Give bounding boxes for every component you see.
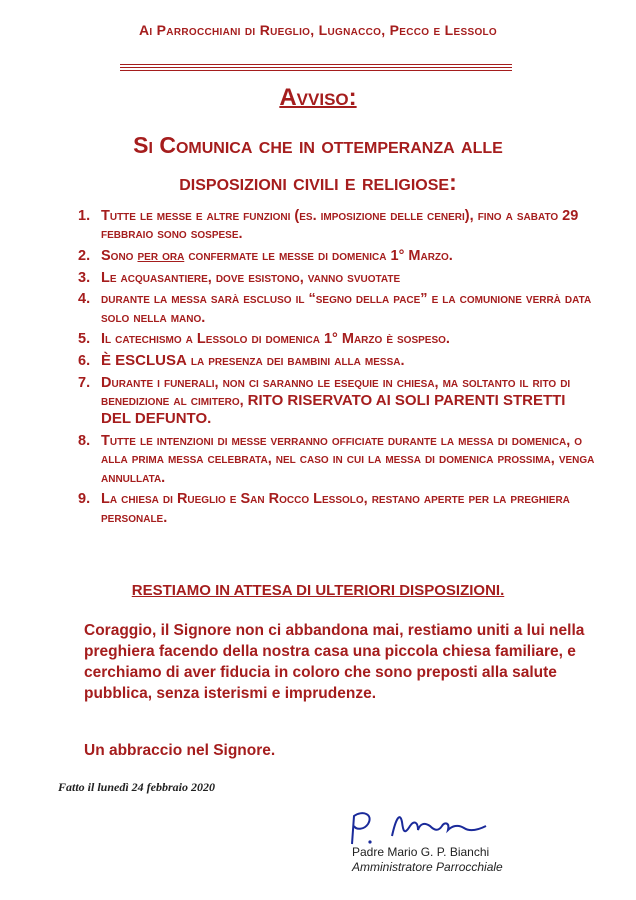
item-text: la presenza dei bambini alla messa. (186, 353, 405, 370)
item-text: Tutte le messe e altre funzioni (es. imposizione delle ceneri), fino a sabato 29 febbraio sono sospese. (101, 208, 579, 243)
list-item (78, 207, 598, 244)
list-item (78, 290, 598, 327)
item-text: La chiesa di Rueglio e San Rocco Lessolo, restano aperte per la preghiera personale. (101, 491, 570, 526)
item-number: 9. (78, 491, 91, 508)
item-number: 3. (78, 269, 91, 286)
item-text: Sono (101, 247, 138, 264)
item-text-emphasis: RITO RISERVATO AI SOLI PARENTI STRETTI DEL DEFUNTO. (101, 392, 566, 428)
list-item (78, 269, 598, 287)
header-divider (120, 64, 512, 71)
date-line: Fatto il lunedì 24 febbraio 2020 (58, 780, 216, 794)
list-item (78, 374, 598, 429)
restiamo-heading: RESTIAMO IN ATTESA DI ULTERIORI DISPOSIZIONI. (131, 582, 505, 599)
closing-greeting: Un abbraccio nel Signore. (84, 742, 276, 759)
item-text: confermate le messe di domenica 1° Marzo. (184, 247, 453, 264)
closing-paragraph: Coraggio, il Signore non ci abbandona mai, restiamo uniti a lui nella preghiera facendo della nostra casa una piccola chiesa familiare, e cerchiamo di aver fiducia in coloro che sono preposti alla salute pubblica, senza isterismi e imprudenze. (84, 622, 585, 702)
signer-title: Amministratore Parrocchiale (352, 860, 503, 874)
item-number: 6. (78, 353, 91, 370)
list-item (78, 490, 598, 527)
item-text: durante la messa sarà escluso il “segno della pace” e la comunione verrà data solo nella mano. (101, 291, 592, 326)
list-item (78, 352, 598, 370)
notice-title: Avviso: (279, 84, 357, 111)
intro-line-2: disposizioni civili e religiose: (179, 169, 457, 195)
item-text: Le acquasantiere, dove esistono, vanno svuotate (101, 269, 401, 286)
intro-line-1: Si Comunica che in ottemperanza alle (133, 132, 503, 158)
recipients-header: Ai Parrocchiani di Rueglio, Lugnacco, Pecco e Lessolo (138, 22, 498, 38)
notice-intro (40, 127, 596, 201)
list-item (78, 330, 598, 348)
item-number: 7. (78, 374, 91, 391)
item-number: 8. (78, 433, 91, 449)
item-text-underlined: per ora (137, 247, 185, 264)
item-number: 2. (78, 247, 91, 264)
signer-name: Padre Mario G. P. Bianchi (352, 845, 490, 859)
provisions-list (78, 207, 598, 530)
list-item (78, 247, 598, 265)
list-item (78, 432, 598, 487)
item-number: 1. (78, 208, 91, 224)
handwritten-signature (340, 808, 520, 848)
item-text: Il catechismo a Lessolo di domenica 1° Marzo è sospeso. (101, 331, 450, 348)
item-number: 4. (78, 291, 91, 308)
item-number: 5. (78, 331, 91, 348)
item-text-emphasis: È ESCLUSA (101, 352, 187, 370)
item-text: Tutte le intenzioni di messe verranno officiate durante la messa di domenica, o alla prima messa celebrata, nel caso in cui la messa di domenica prossima, venga annullata. (101, 433, 595, 486)
item-text: Durante i funerali, non ci saranno le esequie in chiesa, ma soltanto il rito di benedizione al cimitero, (101, 374, 571, 410)
